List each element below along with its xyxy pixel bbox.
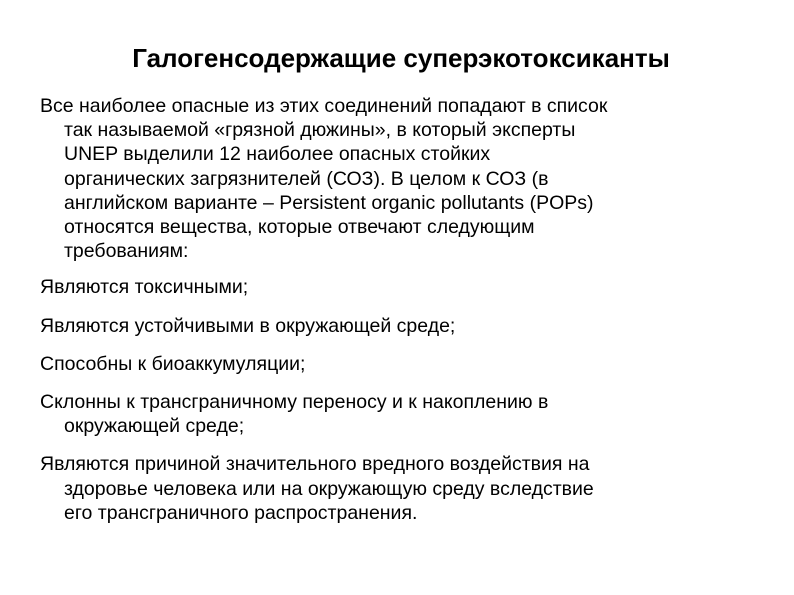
criterion-bioaccumulation: Способны к биоаккумуляции;	[40, 352, 306, 375]
criterion-transboundary-transport: Склонны к трансграничному переносу и к накоплению в окружающей среде;	[40, 391, 549, 438]
criterion-harmful-impact: Являются причиной значительного вредного воздействия на здоровье человека или на окружающую среду вследствие его трансграничного распространения.	[40, 453, 594, 524]
criterion-persistent: Являются устойчивыми в окружающей среде;	[40, 314, 456, 337]
intro-paragraph: Все наиболее опасные из этих соединений попадают в список так называемой «грязной дюжины», в который эксперты UNEP выделили 12 наиболее опасных стойких органических загрязнителей (СОЗ). В целом к СОЗ (в английском варианте – Persistent organic pollutants (POPs) относятся вещества, которые отвечают следующим требованиям:	[40, 95, 608, 263]
slide-title: Галогенсодержащие суперэкотоксиканты	[132, 43, 670, 73]
criterion-toxic: Являются токсичными;	[40, 276, 249, 299]
slide-body	[40, 94, 760, 539]
